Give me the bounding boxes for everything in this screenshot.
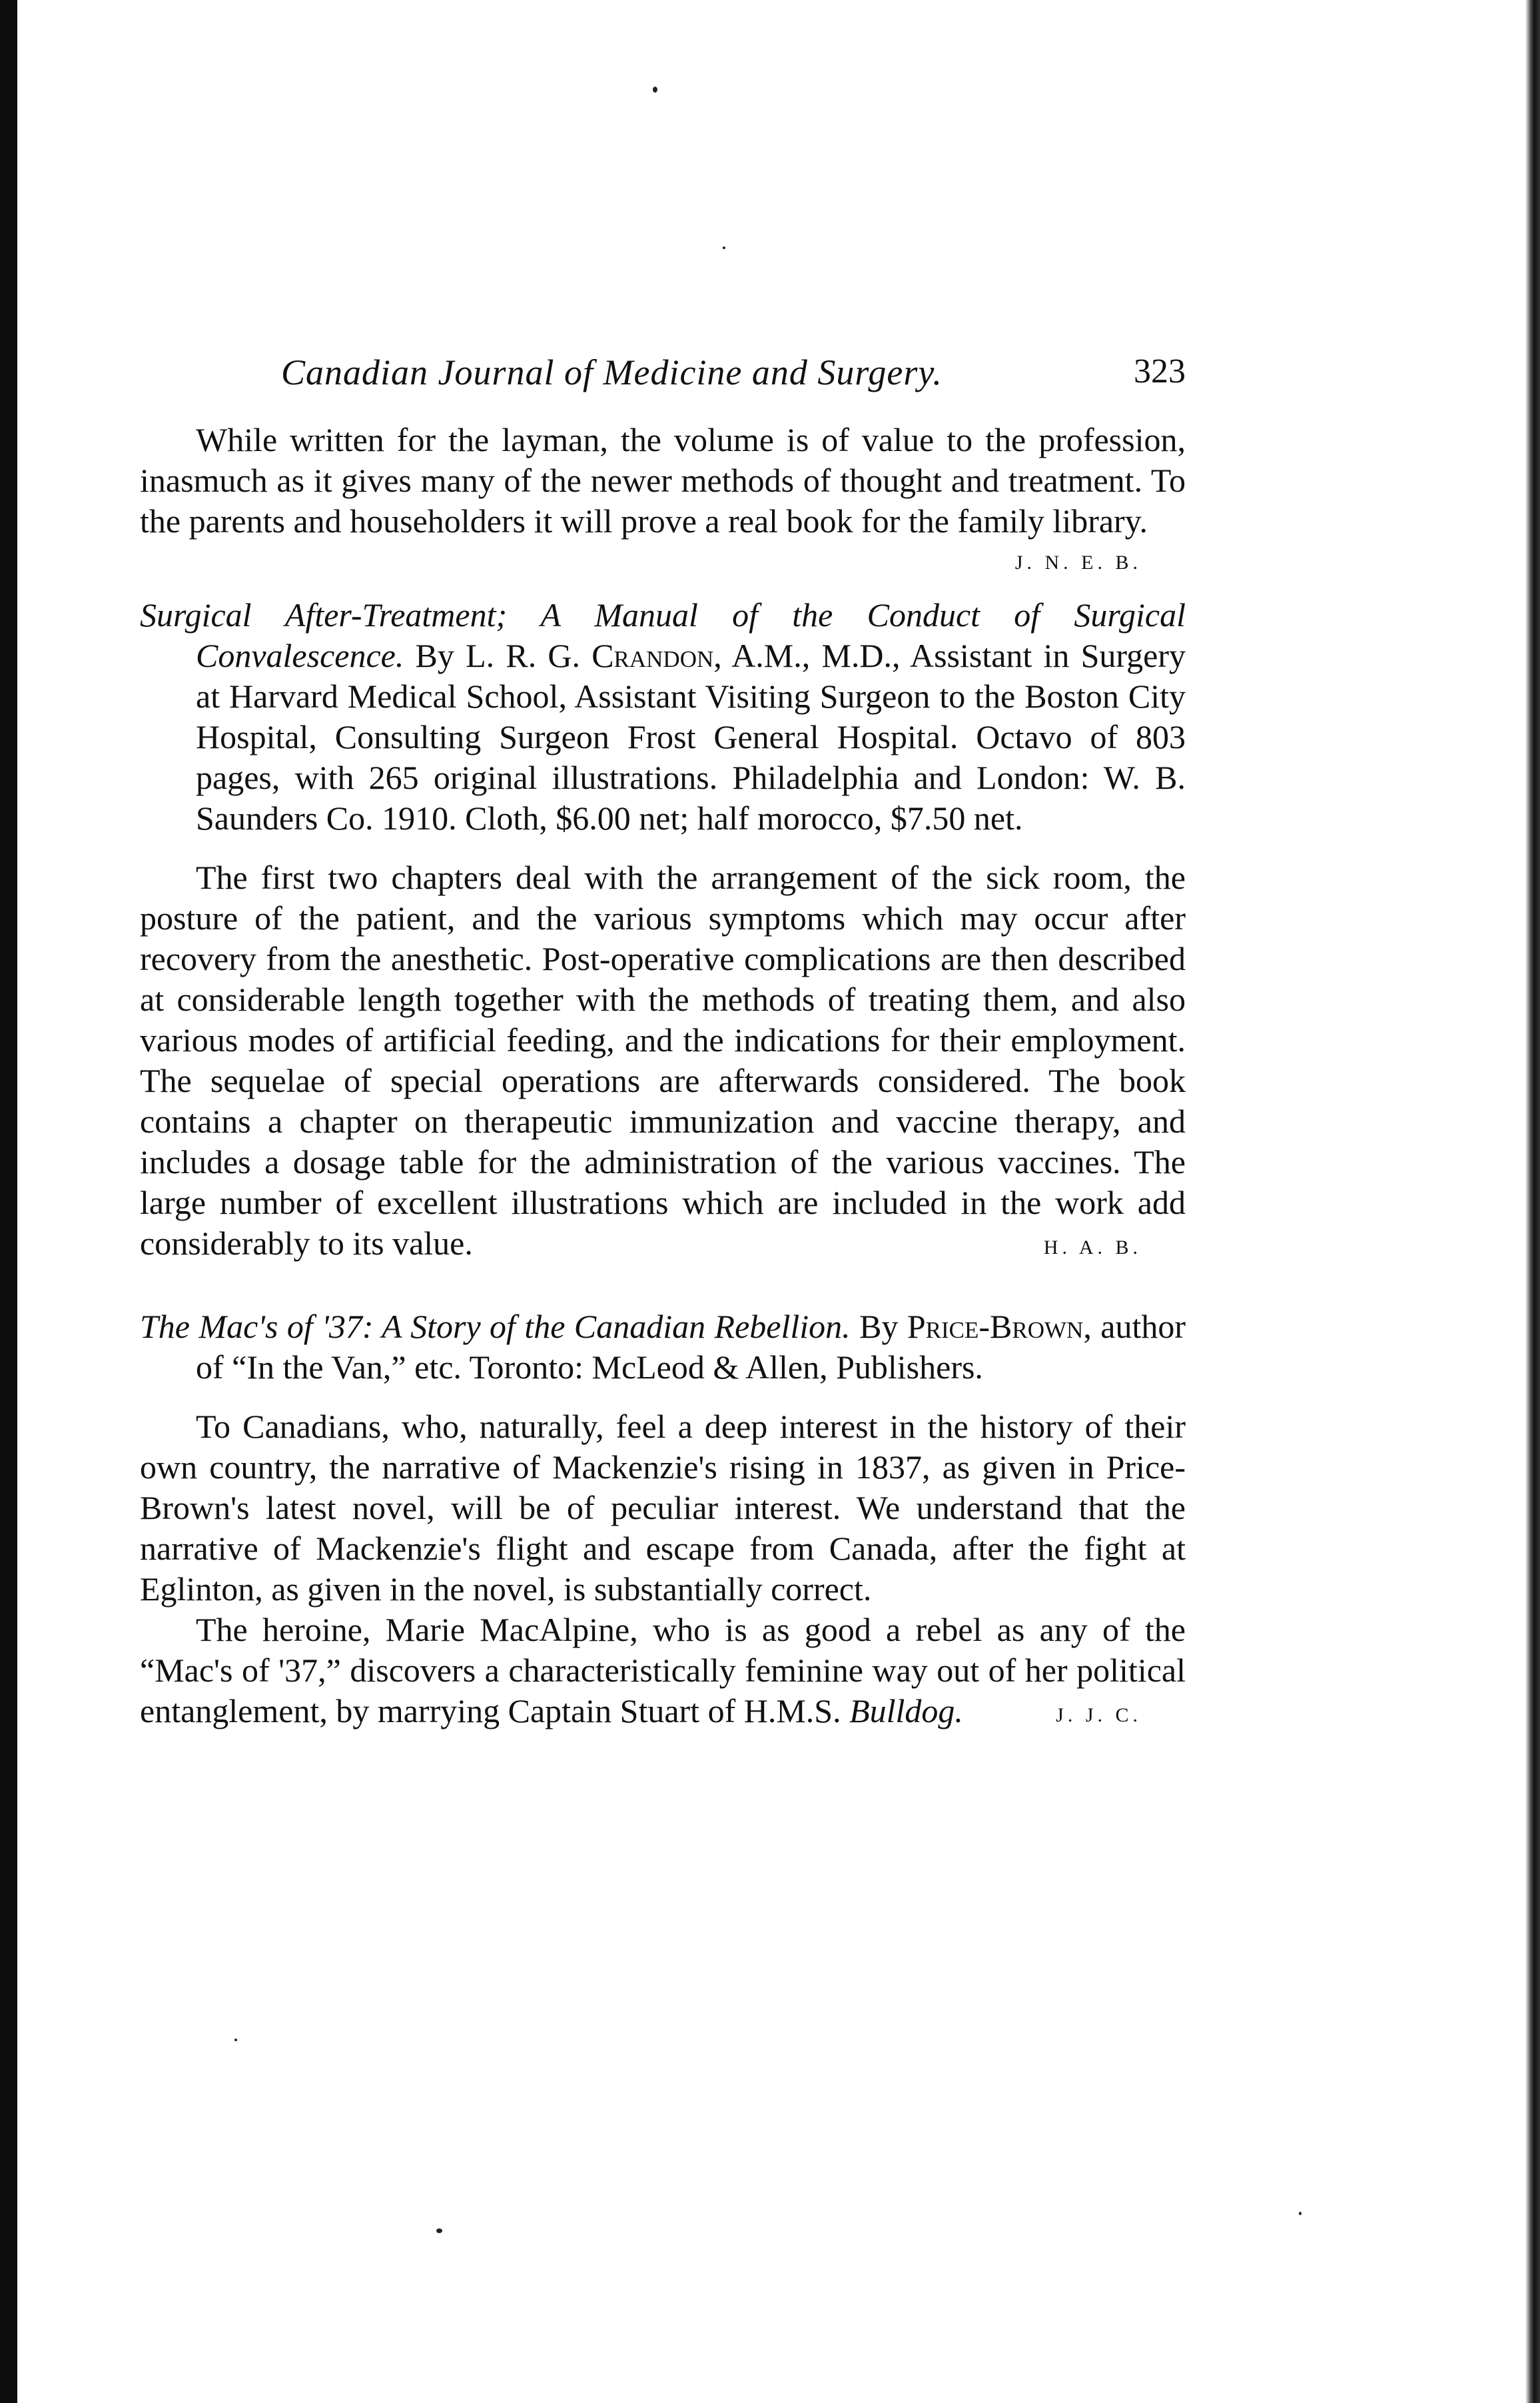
review1-paragraph: While written for the layman, the volume is of value to the profession, inasmuch as it gives many of the newer methods of thought and treatment. To the parents and householders it will prove a real book for the family library. (140, 421, 1186, 540)
review2-body-text: The first two chapters deal with the arrangement of the sick room, the posture of the patient, and the various symptoms which may occur after recovery from the anesthetic. Post-operative complications are then described at considerable length together with the methods of treating them, and also various modes of artificial feeding, and the indications for their employment. The sequelae of special operations are afterwards considered. The book contains a chapter on therapeutic immunization and vaccine therapy, and includes a dosage table for the administration of the various vaccines. The large number of excellent illustrations which are included in the work add considerably to its value. (140, 859, 1186, 1262)
scan-speck (436, 2228, 442, 2233)
review3-paragraph-2 (140, 1610, 1186, 1731)
scan-speck (653, 87, 657, 93)
scan-edge-right (1525, 0, 1540, 2403)
review3-paragraph-1: To Canadians, who, naturally, feel a deep interest in the history of their own country, the narrative of Mackenzie's rising in 1837, as given in Price-Brown's latest novel, will be of peculiar interest. We understand that the narrative of Mackenzie's flight and escape from Canada, after the fight at Eglinton, as given in the novel, is substantially correct. (140, 1408, 1186, 1608)
review3-signature: J. J. C. (1056, 1704, 1142, 1726)
journal-title: Canadian Journal of Medicine and Surgery. (281, 352, 943, 392)
review3-details: , author of “In the Van,” etc. Toronto: McLeod & Allen, Publishers. (196, 1308, 1186, 1386)
review2-signature: H. A. B. (1043, 1236, 1142, 1258)
review3-book-title: The Mac's of '37: A Story of the Canadian Rebellion. (140, 1308, 851, 1345)
review3-by: By (850, 1308, 907, 1345)
review2-body (140, 857, 1186, 1264)
review1-signature: J. N. E. B. (1014, 552, 1142, 574)
spacer (140, 1264, 1186, 1302)
spacer (140, 1388, 1186, 1406)
review3-author: Price-Brown (907, 1308, 1084, 1345)
scan-speck (1299, 2212, 1302, 2215)
review2-heading (140, 595, 1186, 839)
spacer (140, 839, 1186, 857)
running-head (140, 340, 1186, 400)
review3-paragraph-2-text: The heroine, Marie MacAlpine, who is as good a rebel as any of the “Mac's of '37,” discovers a characteristically feminine way out of her political entanglement, by marrying Captain Stuart of H.M.S. (140, 1611, 1186, 1729)
review2-by: By (404, 637, 466, 674)
review2-details: , A.M., M.D., Assistant in Surgery at Harvard Medical School, Assistant Visiting Surgeon to the Boston City Hospital, Consulting Surgeon Frost General Hospital. Octavo of 803 pages, with 265 original illustrations. Philadelphia and London: W. B. Saunders Co. 1910. Cloth, $6.00 net; half morocco, $7.50 net. (196, 637, 1186, 837)
scan-speck (234, 2039, 237, 2041)
page-number: 323 (1134, 352, 1186, 390)
document-page (140, 340, 1186, 1735)
review2-book-title: Surgical After-Treatment; A Manual of the Conduct of Surgical Convalescence. (140, 596, 1186, 674)
review3-ship-name: Bulldog. (849, 1692, 963, 1729)
scan-edge-left (0, 0, 17, 2403)
review3-heading (140, 1306, 1186, 1388)
review2-author: L. R. G. Crandon (466, 637, 714, 674)
scan-speck (723, 246, 725, 249)
